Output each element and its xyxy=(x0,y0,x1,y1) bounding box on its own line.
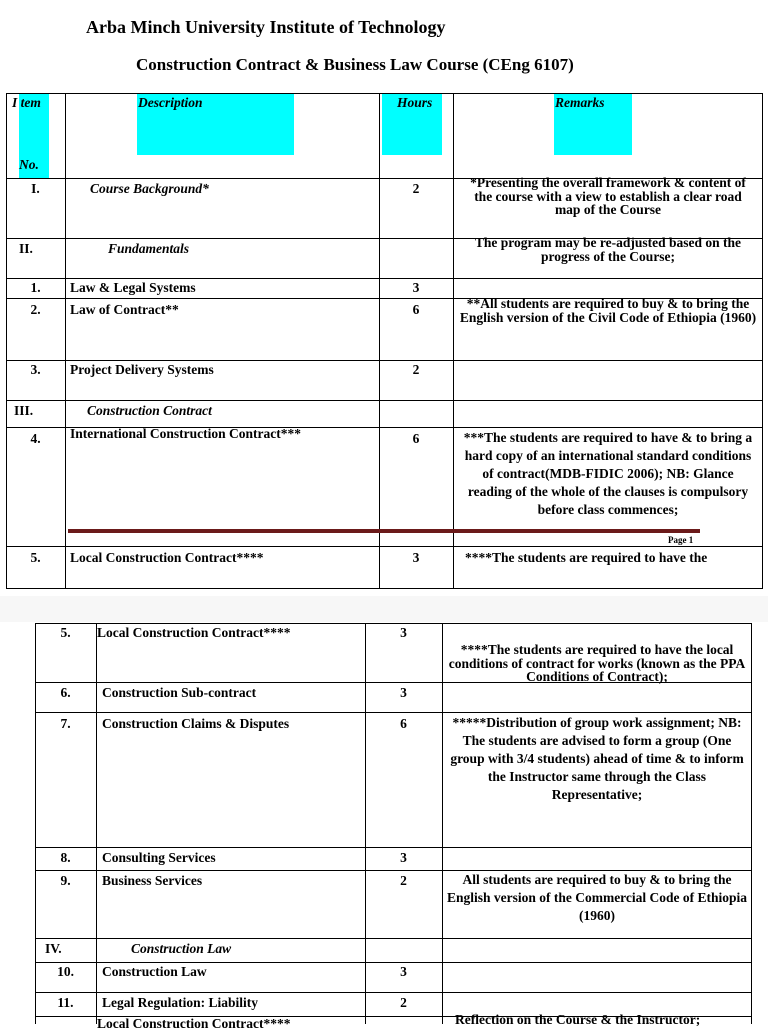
row-hours: 3 xyxy=(412,280,420,295)
row-description: Local Construction Contract**** xyxy=(70,550,264,565)
row-hours: 2 xyxy=(412,181,420,196)
row-hours: 3 xyxy=(400,625,407,640)
row-description: Construction Law xyxy=(131,941,232,956)
row-description: Local Construction Contract**** xyxy=(97,1016,291,1031)
row-number: 10. xyxy=(57,964,74,979)
row-hours: 2 xyxy=(400,873,407,888)
row-number: 5. xyxy=(60,625,71,640)
row-number: 5. xyxy=(30,550,41,565)
row-number: 1. xyxy=(30,280,41,295)
row-number: 4. xyxy=(30,431,41,446)
row-hours: 3 xyxy=(400,685,407,700)
row-number: 11. xyxy=(57,995,74,1010)
row-description: Law of Contract** xyxy=(70,302,179,317)
row-description: Law & Legal Systems xyxy=(70,280,196,295)
row-remarks: ****The students are required to have the xyxy=(465,550,708,565)
row-hours: 2 xyxy=(400,995,407,1010)
institution-title: Arba Minch University Institute of Technology xyxy=(86,17,446,37)
page-break-bar xyxy=(68,529,700,533)
row-number: 6. xyxy=(60,685,71,700)
row-hours: 6 xyxy=(412,431,420,446)
row-remarks: *****Distribution of group work assignment; NB: The students are advised to form a group (One group with 3/4 students) ahead of time & to inform the Instructor same through the Class Representative; xyxy=(450,715,744,802)
row-number: III. xyxy=(14,403,34,418)
row-description: Construction Claims & Disputes xyxy=(102,716,290,731)
row-remarks: ***The students are required to have & to bring a hard copy of an international standard conditions of contract(MDB-FIDIC 2006); NB: Glance reading of the whole of the clauses is compulsory before class commences; xyxy=(463,430,753,517)
row-description: Consulting Services xyxy=(102,850,216,865)
row-number: IV. xyxy=(45,941,62,956)
row-description: Course Background* xyxy=(90,181,209,196)
row-remarks: Reflection on the Course & the Instructor; xyxy=(455,1012,701,1027)
row-number: 2. xyxy=(30,302,41,317)
row-number: 7. xyxy=(60,716,71,731)
row-hours: 6 xyxy=(412,302,420,317)
page-number: Page 1 xyxy=(668,535,694,545)
row-description: International Construction Contract*** xyxy=(70,426,301,441)
row-hours: 2 xyxy=(412,362,420,377)
row-hours: 6 xyxy=(400,716,407,731)
row-remarks: *Presenting the overall framework & content of the course with a view to establish a clear road map of the Course xyxy=(470,175,746,217)
row-number: 3. xyxy=(30,362,41,377)
course-title: Construction Contract & Business Law Course (CEng 6107) xyxy=(136,55,574,74)
row-remarks: ****The students are required to have the local conditions of contract for works (known as the PPA Conditions of Contract); xyxy=(448,642,746,684)
row-description: Business Services xyxy=(102,873,203,888)
row-description: Construction Law xyxy=(102,964,207,979)
row-remarks: All students are required to buy & to bring the English version of the Commercial Code of Ethiopia (1960) xyxy=(446,872,748,923)
row-remarks: **All students are required to buy & to bring the English version of the Civil Code of Ethiopia (1960) xyxy=(459,296,757,325)
page-gap xyxy=(0,596,768,622)
description-header: Description xyxy=(138,95,203,110)
row-description: Project Delivery Systems xyxy=(70,362,214,377)
row-description: Construction Contract xyxy=(87,403,212,418)
row-description: Legal Regulation: Liability xyxy=(102,995,259,1010)
row-number: I. xyxy=(31,181,40,196)
row-number: II. xyxy=(19,241,33,256)
row-hours: 3 xyxy=(412,550,420,565)
row-number: 8. xyxy=(60,850,71,865)
remarks-header: Remarks xyxy=(555,95,605,110)
row-remarks: The program may be re-adjusted based on the progress of the Course; xyxy=(474,235,742,264)
item-no-header: No. xyxy=(19,157,39,172)
row-hours: 3 xyxy=(400,964,407,979)
row-number: 9. xyxy=(60,873,71,888)
row-description: Local Construction Contract**** xyxy=(97,625,291,640)
row-hours: 3 xyxy=(400,850,407,865)
hours-header: Hours xyxy=(397,95,433,110)
row-description: Construction Sub-contract xyxy=(102,685,257,700)
item-header: I tem xyxy=(12,95,41,110)
row-description: Fundamentals xyxy=(108,241,190,256)
